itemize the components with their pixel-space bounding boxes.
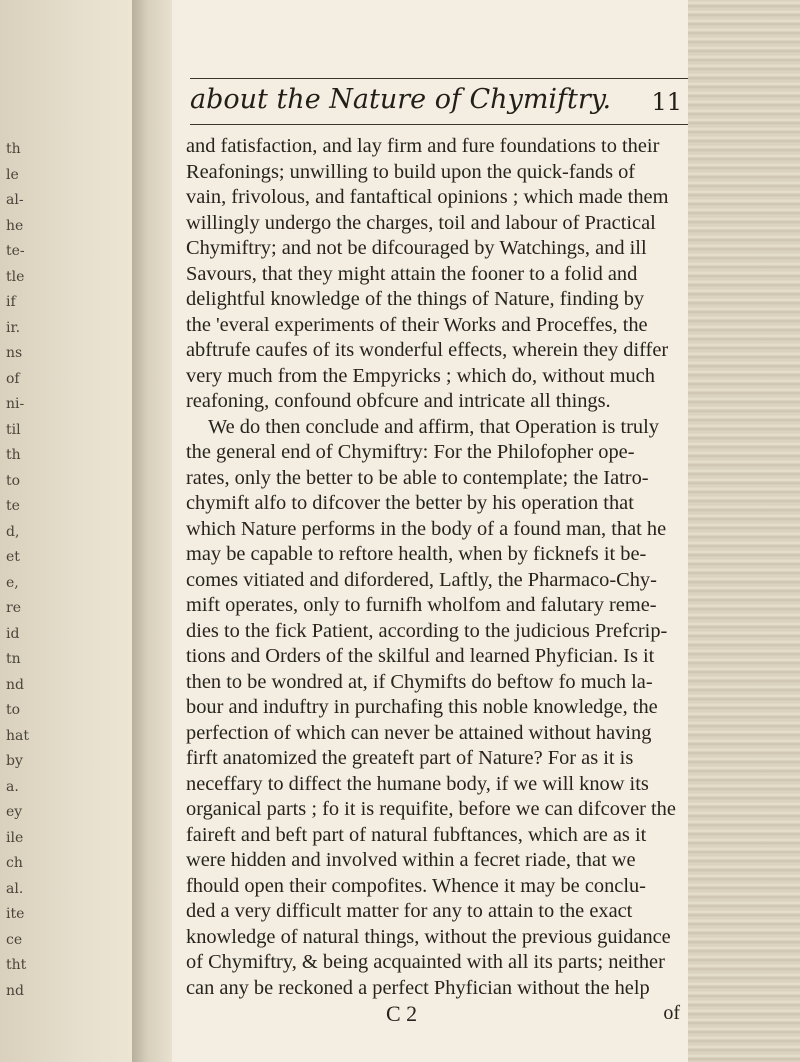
text-line: ded a very difficult matter for any to attain to the exact bbox=[186, 900, 633, 922]
running-head: about the Nature of Chymiftry. bbox=[190, 84, 612, 115]
text-line: the 'everal experiments of their Works and Proceffes, the bbox=[186, 313, 648, 336]
adjacent-page-fragment: of bbox=[6, 370, 20, 387]
adjacent-page-fragment: te bbox=[6, 498, 20, 514]
adjacent-page-fragment: te- bbox=[6, 243, 25, 259]
page-number: 11 bbox=[651, 88, 682, 116]
book-gutter bbox=[132, 0, 172, 1062]
adjacent-page-fragment: et bbox=[6, 549, 20, 565]
signature-row bbox=[186, 1001, 686, 1027]
text-line: abftrufe caufes of its wonderful effects, wherein they differ bbox=[186, 339, 669, 361]
body-text bbox=[186, 134, 686, 1027]
adjacent-page-fragment: ite bbox=[6, 906, 25, 922]
text-line: mift operates, only to furnifh wholfom and falutary reme- bbox=[186, 594, 657, 616]
adjacent-page-fragment: tle bbox=[6, 268, 25, 285]
adjacent-page-fragment: al- bbox=[6, 192, 24, 208]
text-line: very much from the Empyricks ; which do, without much bbox=[186, 364, 655, 387]
text-line: delightful knowledge of the things of Nature, finding by bbox=[186, 288, 645, 310]
adjacent-page-fragment: hat bbox=[6, 727, 29, 744]
text-line: Reafonings; unwilling to build upon the quick-fands of bbox=[186, 160, 636, 183]
adjacent-page-fragment: th bbox=[6, 141, 21, 157]
page-block-edge bbox=[688, 0, 800, 1062]
text-line: bour and induftry in purchafing this noble knowledge, the bbox=[186, 696, 658, 718]
text-line: rates, only the better to be able to contemplate; the Iatro- bbox=[186, 466, 649, 489]
adjacent-page-fragment: ir. bbox=[6, 319, 21, 336]
text-line: which Nature performs in the body of a found man, that he bbox=[186, 517, 667, 540]
text-line: reafoning, confound obfcure and intricate all things. bbox=[186, 390, 611, 412]
adjacent-page-fragment: ey bbox=[6, 804, 23, 820]
header-rule-top bbox=[190, 78, 688, 79]
text-line: willingly undergo the charges, toil and labour of Practical bbox=[186, 211, 656, 234]
text-line: vain, frivolous, and fantaftical opinions ; which made them bbox=[186, 186, 669, 208]
text-line: comes vitiated and difordered, Laftly, the Pharmaco-Chy- bbox=[186, 568, 657, 591]
text-line: may be capable to reftore health, when by ficknefs it be- bbox=[186, 543, 647, 565]
text-line: were hidden and involved within a fecret riade, that we bbox=[186, 849, 636, 871]
text-line: faireft and beft part of natural fubftances, which are as it bbox=[186, 823, 647, 846]
text-line: organical parts ; fo it is requifite, before we can difcover the bbox=[186, 798, 676, 820]
adjacent-page-fragment: ch bbox=[6, 855, 23, 871]
text-line: can any be reckoned a perfect Phyfician without the help bbox=[186, 976, 650, 999]
adjacent-page-fragment: al. bbox=[6, 880, 24, 897]
text-line: perfection of which can never be attained without having bbox=[186, 721, 652, 744]
adjacent-page-fragment: if bbox=[6, 294, 16, 310]
adjacent-page-fragment: tht bbox=[6, 957, 27, 973]
text-line: knowledge of natural things, without the previous guidance bbox=[186, 925, 671, 948]
adjacent-page-fragment: d, bbox=[6, 523, 20, 540]
text-line: and fatisfaction, and lay firm and fure foundations to their bbox=[186, 135, 660, 157]
adjacent-page-fragment: to bbox=[6, 472, 21, 489]
adjacent-page-fragment: id bbox=[6, 625, 20, 642]
adjacent-page-fragment: nd bbox=[6, 982, 24, 999]
text-line: tions and Orders of the skilful and learned Phyfician. Is it bbox=[186, 645, 655, 667]
catchword: of bbox=[663, 1002, 680, 1024]
signature-mark: C 2 bbox=[386, 1001, 418, 1026]
adjacent-page-fragment: til bbox=[6, 421, 21, 438]
text-line: Chymiftry; and not be difcouraged by Watchings, and ill bbox=[186, 237, 647, 259]
text-line: then to be wondred at, if Chymifts do beftow fo much la- bbox=[186, 670, 653, 693]
text-line: fhould open their compofites. Whence it may be conclu- bbox=[186, 874, 646, 897]
text-line: the general end of Chymiftry: For the Philofopher ope- bbox=[186, 441, 635, 463]
adjacent-page-fragment: tn bbox=[6, 651, 21, 667]
adjacent-page-fragment: e, bbox=[6, 574, 19, 591]
adjacent-page-edge bbox=[0, 0, 133, 1062]
text-line: firft anatomized the greateft part of Nature? For as it is bbox=[186, 747, 634, 769]
text-line: Savours, that they might attain the fooner to a folid and bbox=[186, 262, 638, 285]
adjacent-page-fragment: re bbox=[6, 600, 21, 616]
adjacent-page-fragment: a. bbox=[6, 778, 19, 795]
text-line: We do then conclude and affirm, that Operation is truly bbox=[208, 415, 659, 438]
adjacent-page-fragment: he bbox=[6, 217, 24, 234]
adjacent-page-fragment: ile bbox=[6, 829, 24, 846]
book-page bbox=[172, 0, 688, 1062]
adjacent-page-fragment: ce bbox=[6, 931, 23, 948]
adjacent-page-fragment: nd bbox=[6, 676, 24, 693]
header-rule-bottom bbox=[190, 124, 688, 125]
text-line: chymift alfo to difcover the better by his operation that bbox=[186, 492, 634, 514]
adjacent-page-fragment: th bbox=[6, 447, 21, 463]
adjacent-page-fragment: ns bbox=[6, 345, 23, 361]
text-line: of Chymiftry, & being acquainted with all its parts; neither bbox=[186, 951, 665, 973]
text-line: neceffary to diffect the humane body, if we will know its bbox=[186, 772, 649, 795]
adjacent-page-fragment: to bbox=[6, 702, 21, 718]
text-line: dies to the fick Patient, according to the judicious Prefcrip- bbox=[186, 619, 668, 642]
adjacent-page-fragment: le bbox=[6, 166, 19, 183]
adjacent-page-fragment: by bbox=[6, 753, 23, 769]
adjacent-page-fragment: ni- bbox=[6, 396, 25, 412]
